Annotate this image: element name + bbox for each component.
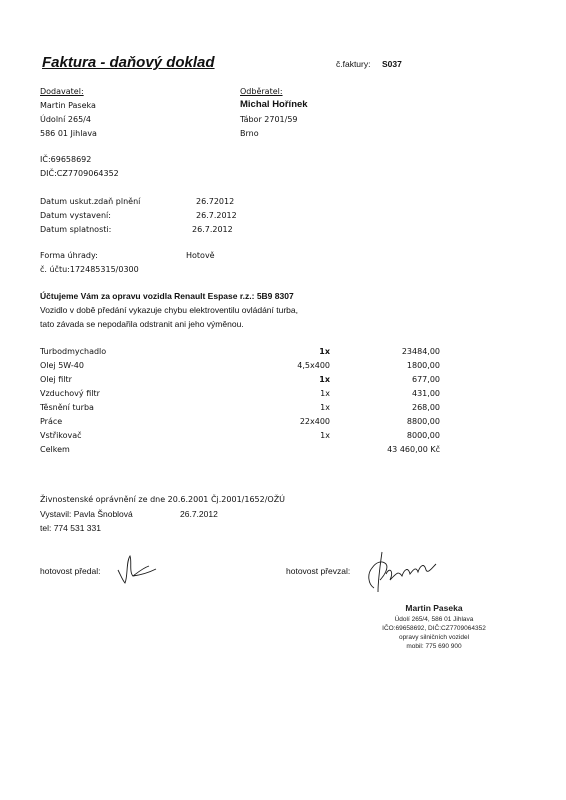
item-name: Těsnění turba bbox=[40, 403, 94, 412]
date-value: 26.7.2012 bbox=[192, 225, 233, 234]
account-number: č. účtu:172485315/0300 bbox=[40, 265, 139, 274]
supplier-ico: IČ:69658692 bbox=[40, 155, 92, 164]
item-price: 268,00 bbox=[412, 403, 440, 412]
supplier-street: Údolní 265/4 bbox=[40, 115, 91, 124]
date-label: Datum vystavení: bbox=[40, 211, 111, 220]
stamp-ids: IČO:69658692, DIČ:CZ7709064352 bbox=[382, 625, 486, 632]
item-name: Vzduchový filtr bbox=[40, 389, 100, 398]
item-quantity: 1x bbox=[320, 431, 330, 440]
stamp-name: Martin Paseka bbox=[405, 603, 463, 613]
item-name: Olej 5W-40 bbox=[40, 361, 84, 370]
item-quantity: 1x bbox=[319, 375, 330, 384]
item-quantity: 22x400 bbox=[299, 417, 330, 426]
description-line: tato závada se nepodařila odstranit ani jeho výměnou. bbox=[40, 319, 244, 329]
received-label: hotovost převzal: bbox=[286, 566, 351, 576]
supplier-city: 586 01 Jihlava bbox=[40, 129, 97, 138]
item-quantity: 1x bbox=[320, 389, 330, 398]
item-quantity: 1x bbox=[319, 347, 330, 356]
payment-method-label: Forma úhrady: bbox=[40, 251, 98, 260]
item-price: 8800,00 bbox=[406, 417, 440, 426]
item-name: Olej filtr bbox=[40, 375, 72, 384]
item-name: Vstřikovač bbox=[40, 431, 82, 440]
stamp-mobile: mobil: 775 690 900 bbox=[406, 643, 462, 650]
item-price: 1800,00 bbox=[406, 361, 440, 370]
invoice-number: S037 bbox=[382, 59, 402, 69]
customer-street: Tábor 2701/59 bbox=[240, 115, 298, 124]
stamp-activity: opravy silničních vozidel bbox=[398, 634, 470, 641]
issued-date: 26.7.2012 bbox=[180, 509, 218, 519]
handed-over-label: hotovost předal: bbox=[40, 566, 101, 576]
total-value: 43 460,00 Kč bbox=[387, 445, 440, 454]
item-price: 677,00 bbox=[412, 375, 440, 384]
date-value: 26.7.2012 bbox=[196, 211, 237, 220]
description-line: Vozidlo v době předání vykazuje chybu elektroventilu ovládání turba, bbox=[40, 305, 298, 315]
item-name: Práce bbox=[40, 417, 63, 426]
handed-over-signature bbox=[112, 552, 162, 586]
item-name: Turbodmychadlo bbox=[40, 347, 107, 356]
invoice-title: Faktura - daňový doklad bbox=[42, 54, 215, 71]
item-price: 8000,00 bbox=[406, 431, 440, 440]
stamp-address: Údolí 265/4, 586 01 Jihlava bbox=[394, 616, 474, 623]
payment-method-value: Hotově bbox=[186, 251, 215, 260]
customer-name: Michal Hořínek bbox=[240, 99, 308, 110]
item-quantity: 4,5x400 bbox=[297, 361, 330, 370]
trade-license: Živnostenské oprávnění ze dne 20.6.2001 Čj.2001/1652/OŽÚ bbox=[40, 495, 286, 504]
date-label: Datum uskut.zdaň plnění bbox=[40, 197, 141, 206]
date-label: Datum splatnosti: bbox=[40, 225, 112, 234]
invoice-number-label: č.faktury: bbox=[336, 59, 371, 69]
received-signature bbox=[360, 544, 440, 596]
item-price: 23484,00 bbox=[401, 347, 440, 356]
customer-city: Brno bbox=[240, 129, 259, 138]
item-quantity: 1x bbox=[320, 403, 330, 412]
billing-heading: Účtujeme Vám za opravu vozidla Renault Espase r.z.: 5B9 8307 bbox=[40, 291, 294, 301]
customer-heading: Odběratel: bbox=[240, 87, 283, 96]
issued-by: Vystavil: Pavla Šnoblová bbox=[40, 509, 133, 519]
item-price: 431,00 bbox=[412, 389, 440, 398]
phone: tel: 774 531 331 bbox=[40, 523, 101, 533]
supplier-name: Martin Paseka bbox=[40, 101, 96, 110]
date-value: 26.72012 bbox=[196, 197, 235, 206]
total-label: Celkem bbox=[40, 445, 70, 454]
supplier-heading: Dodavatel: bbox=[40, 87, 84, 96]
supplier-dic: DIČ:CZ7709064352 bbox=[40, 169, 119, 178]
